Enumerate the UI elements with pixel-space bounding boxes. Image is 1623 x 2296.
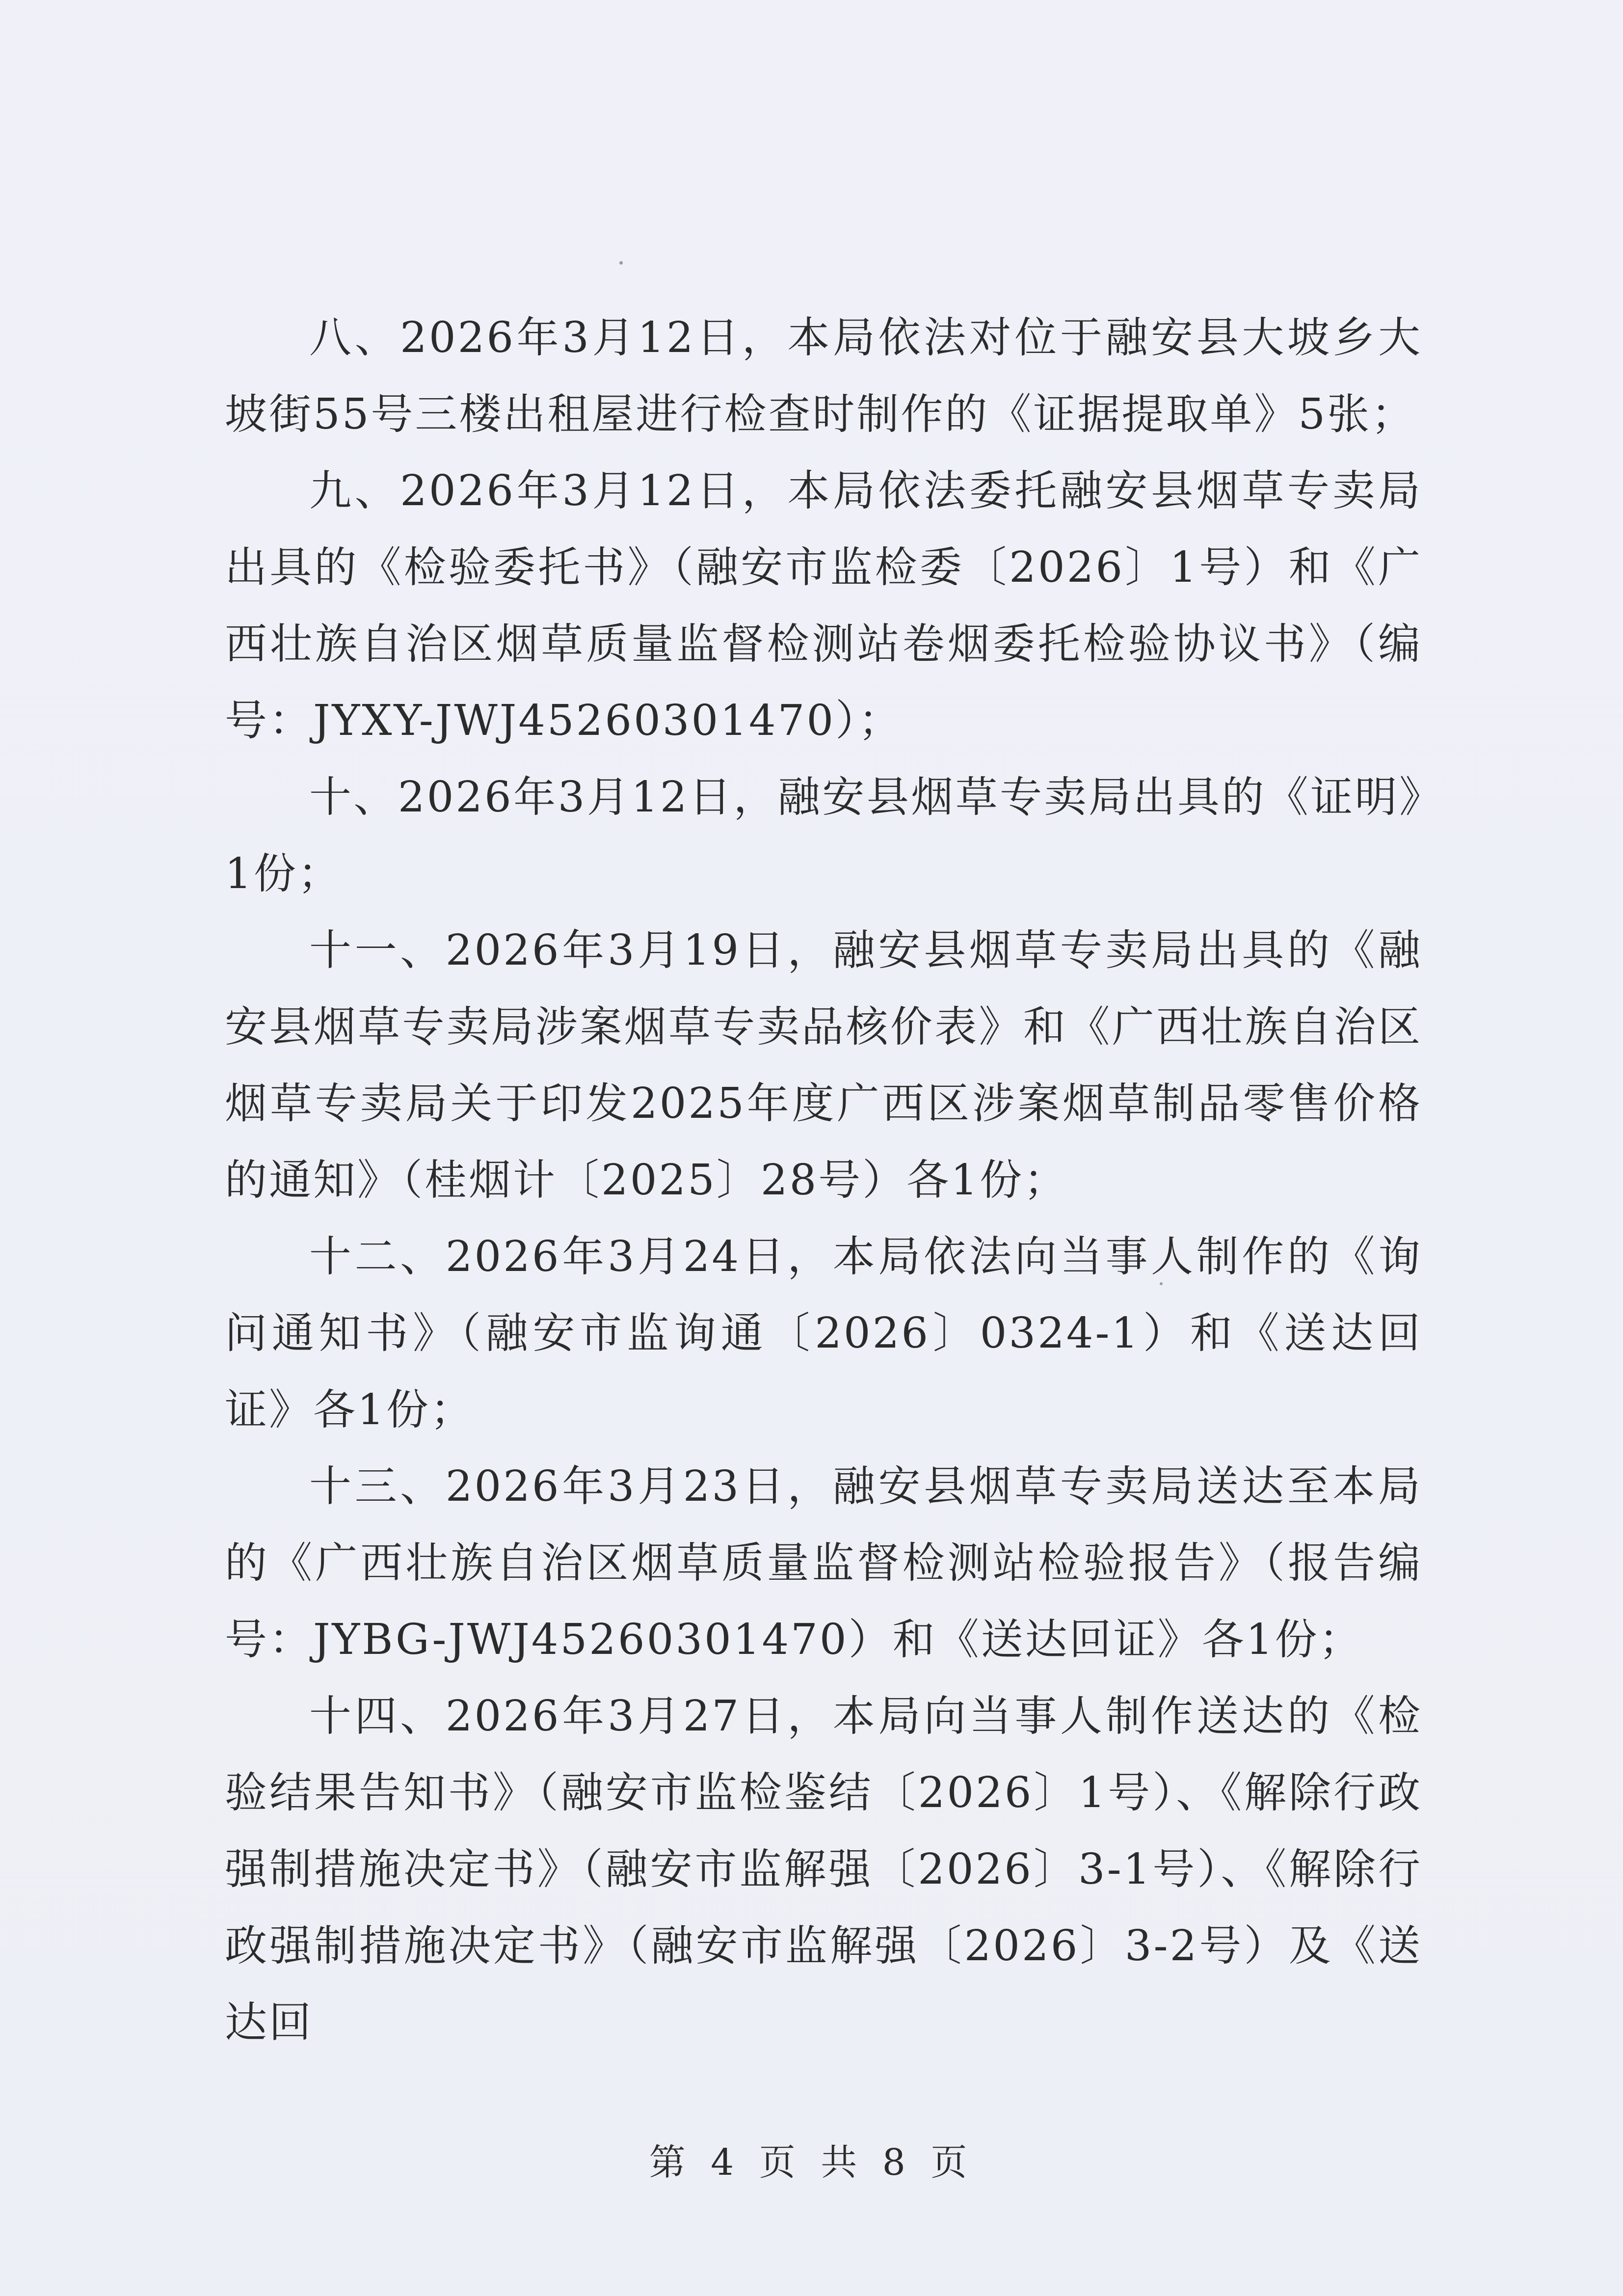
document-body <box>225 299 1422 2061</box>
paragraph-item-13: 十三、2026年3月23日，融安县烟草专卖局送达至本局的《广西壮族自治区烟草质量监督检测站检验报告》（报告编号：JYBG-JWJ45260301470）和《送达回证》各1份； <box>225 1462 1422 1664</box>
scan-speck <box>619 261 623 265</box>
paragraph-item-10: 十、2026年3月12日，融安县烟草专卖局出具的《证明》1份； <box>225 773 1422 898</box>
paragraph-item-8: 八、2026年3月12日，本局依法对位于融安县大坡乡大坡街55号三楼出租屋进行检查时制作的《证据提取单》5张； <box>225 313 1422 439</box>
paragraph-item-9: 九、2026年3月12日，本局依法委托融安县烟草专卖局出具的《检验委托书》（融安市监检委〔2026〕1号）和《广西壮族自治区烟草质量监督检测站卷烟委托检验协议书》（编号：JYXY-JWJ45260301470）； <box>225 466 1422 745</box>
page-number-footer: 第 4 页 共 8 页 <box>649 2141 974 2184</box>
paragraph-item-11: 十一、2026年3月19日，融安县烟草专卖局出具的《融安县烟草专卖局涉案烟草专卖品核价表》和《广西壮族自治区烟草专卖局关于印发2025年度广西区涉案烟草制品零售价格的通知》（桂烟计〔2025〕28号）各1份； <box>225 926 1422 1205</box>
paragraph-item-14: 十四、2026年3月27日，本局向当事人制作送达的《检验结果告知书》（融安市监检鉴结〔2026〕1号）、《解除行政强制措施决定书》（融安市监解强〔2026〕3-1号）、《解除行政强制措施决定书》（融安市监解强〔2026〕3-2号）及《送达回 <box>225 1692 1422 2047</box>
paragraph-item-12: 十二、2026年3月24日，本局依法向当事人制作的《询问通知书》（融安市监询通〔2026〕0324-1）和《送达回证》各1份； <box>225 1232 1422 1434</box>
